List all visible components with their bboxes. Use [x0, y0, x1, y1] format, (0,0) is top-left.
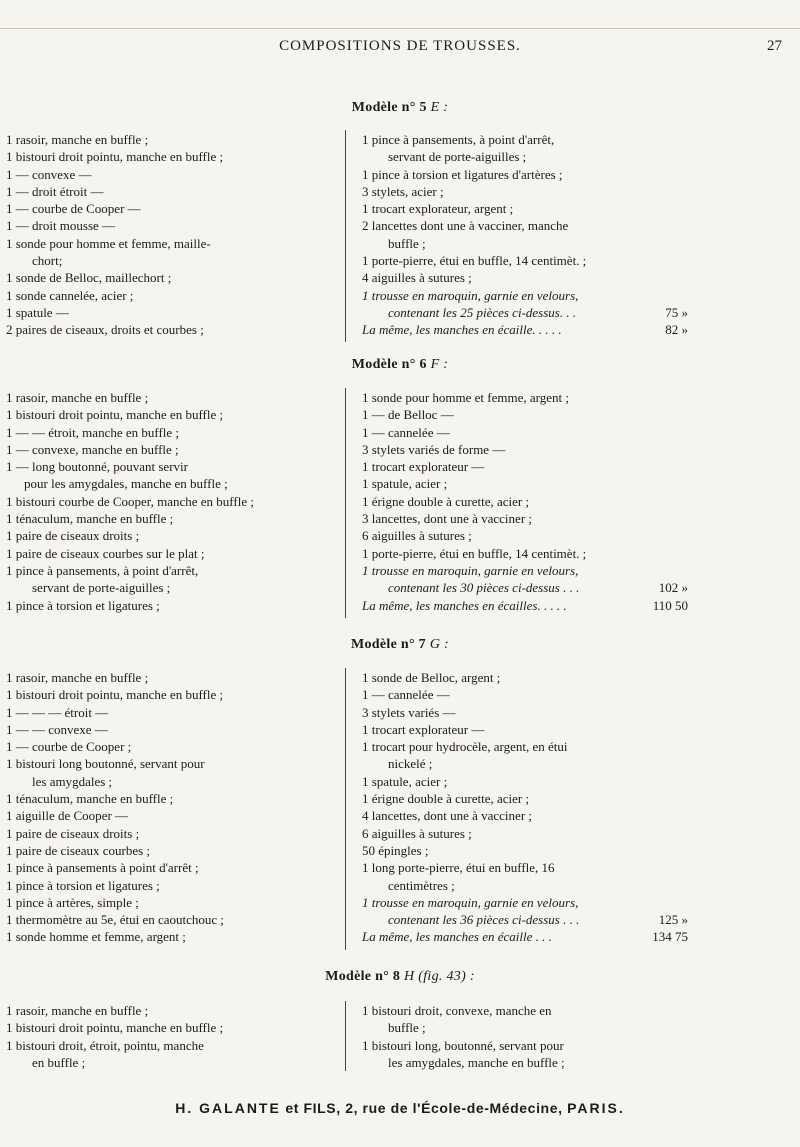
price-value: 102 »: [658, 580, 688, 596]
list-item: 1 bistouri long boutonné, servant pour: [6, 756, 205, 772]
list-item: 1 pince à pansements à point d'arrêt ;: [6, 860, 199, 876]
list-item: 1 rasoir, manche en buffle ;: [6, 670, 149, 685]
list-item: 1 — — étroit, manche en buffle ;: [6, 424, 180, 440]
model-5-right-column: [362, 131, 688, 339]
list-item: servant de porte-aiguilles ;: [388, 149, 527, 165]
list-item: 1 sonde de Belloc, argent ;: [362, 670, 501, 685]
list-item: 1 bistouri courbe de Cooper, manche en buffle ;: [6, 493, 254, 509]
model-title-suffix: F :: [430, 357, 449, 372]
list-item: 1 paire de ciseaux droits ;: [6, 528, 140, 544]
model-title-text: Modèle n° 7: [350, 637, 426, 652]
list-item: 1 bistouri droit pointu, manche en buffle ;: [6, 687, 224, 703]
list-item: 6 aiguilles à sutures ;: [362, 528, 472, 544]
list-item: 1 spatule, acier ;: [362, 476, 448, 492]
column-divider: [345, 130, 346, 342]
list-item: 1 bistouri droit, étroit, pointu, manche: [6, 1037, 204, 1053]
list-item: en buffle ;: [32, 1054, 86, 1070]
model-6-title: [0, 357, 800, 373]
list-item: les amygdales, manche en buffle ;: [388, 1054, 565, 1070]
list-item: 3 stylets, acier ;: [362, 183, 444, 199]
footer-address: 2, rue de l'École-de-Médecine,: [340, 1100, 568, 1116]
model-8-right-column: [362, 1002, 684, 1071]
list-item: 1 érigne double à curette, acier ;: [362, 493, 530, 509]
list-item: 1 paire de ciseaux droits ;: [6, 825, 140, 841]
model-5-title: [0, 100, 800, 116]
list-item: 1 spatule, acier ;: [362, 773, 448, 789]
list-item: 1 ténaculum, manche en buffle ;: [6, 791, 174, 807]
list-item: 1 trousse en maroquin, garnie en velours,: [362, 287, 579, 303]
model-title-text: Modèle n° 8: [325, 969, 401, 984]
list-item: 1 bistouri long, boutonné, servant pour: [362, 1037, 564, 1053]
list-item: 1 trocart pour hydrocèle, argent, en étui: [362, 739, 568, 755]
list-item: 1 pince à artères, simple ;: [6, 894, 139, 910]
list-item: 1 porte-pierre, étui en buffle, 14 centimèt. ;: [362, 253, 587, 269]
list-item: 3 stylets variés de forme —: [362, 441, 506, 457]
price-line-text: contenant les 30 pièces ci-dessus . . .: [388, 580, 580, 596]
price-line: [362, 928, 688, 945]
model-6-left-column: [6, 389, 336, 614]
list-item: 1 — droit mousse —: [6, 218, 116, 234]
list-item: buffle ;: [388, 235, 426, 251]
list-item: 4 aiguilles à sutures ;: [362, 270, 472, 286]
column-divider: [345, 668, 346, 950]
list-item: 1 — convexe —: [6, 166, 92, 182]
price-line: [362, 304, 688, 321]
list-item: 1 sonde cannelée, acier ;: [6, 287, 134, 303]
list-item: 1 trocart explorateur —: [362, 459, 485, 475]
list-item: 1 trousse en maroquin, garnie en velours,: [362, 894, 579, 910]
list-item: servant de porte-aiguilles ;: [32, 580, 171, 596]
price-line-text: contenant les 36 pièces ci-dessus . . .: [388, 912, 580, 928]
model-7-right-column: [362, 669, 688, 946]
list-item: buffle ;: [388, 1020, 426, 1036]
column-divider: [345, 388, 346, 618]
publisher-footer: [0, 1100, 800, 1116]
list-item: 2 lancettes dont une à vacciner, manche: [362, 218, 569, 234]
list-item: 1 bistouri droit pointu, manche en buffle ;: [6, 1020, 224, 1036]
price-line-text: contenant les 25 pièces ci-dessus. . .: [388, 304, 577, 320]
list-item: 1 sonde pour homme et femme, maille-: [6, 235, 211, 251]
list-item: 3 stylets variés —: [362, 704, 456, 720]
list-item: 1 — convexe, manche en buffle ;: [6, 441, 179, 457]
list-item: 1 rasoir, manche en buffle ;: [6, 1003, 149, 1018]
list-item: centimètres ;: [388, 877, 455, 893]
list-item: 1 — — — étroit —: [6, 704, 109, 720]
model-6-right-column: [362, 389, 688, 614]
list-item: 1 — courbe de Cooper ;: [6, 739, 132, 755]
list-item: 1 pince à pansements, à point d'arrêt,: [6, 562, 199, 578]
list-item: 1 trocart explorateur —: [362, 721, 485, 737]
list-item: les amygdales ;: [32, 773, 113, 789]
list-item: pour les amygdales, manche en buffle ;: [24, 476, 228, 492]
list-item: 1 trocart explorateur, argent ;: [362, 201, 514, 217]
price-value: 110 50: [652, 597, 688, 613]
list-item: 1 — long boutonné, pouvant servir: [6, 459, 188, 475]
footer-fils: FILS,: [303, 1100, 341, 1116]
list-item: nickelé ;: [388, 756, 433, 772]
list-item: 1 rasoir, manche en buffle ;: [6, 132, 149, 147]
list-item: chort;: [32, 253, 63, 269]
price-value: 75 »: [665, 304, 688, 320]
list-item: 1 paire de ciseaux courbes ;: [6, 842, 151, 858]
list-item: 1 long porte-pierre, étui en buffle, 16: [362, 860, 555, 876]
column-divider: [345, 1001, 346, 1071]
list-item: 1 pince à torsion et ligatures ;: [6, 597, 160, 613]
list-item: 1 sonde de Belloc, maillechort ;: [6, 270, 172, 286]
model-8-title: [0, 969, 800, 985]
list-item: 1 érigne double à curette, acier ;: [362, 791, 530, 807]
price-line-text: La même, les manches en écaille. . . . .: [362, 322, 562, 338]
footer-city: PARIS.: [567, 1100, 625, 1116]
model-5-left-column: [6, 131, 336, 339]
page-number: 27: [767, 38, 782, 54]
price-line: [362, 911, 688, 928]
list-item: 1 sonde homme et femme, argent ;: [6, 929, 186, 945]
list-item: 1 trousse en maroquin, garnie en velours,: [362, 562, 579, 578]
model-title-text: Modèle n° 5: [351, 100, 427, 115]
model-title-suffix: E :: [430, 100, 449, 115]
list-item: 1 aiguille de Cooper —: [6, 808, 129, 824]
price-line: [362, 321, 688, 338]
list-item: 1 ténaculum, manche en buffle ;: [6, 511, 174, 527]
list-item: 1 — droit étroit —: [6, 183, 104, 199]
list-item: 3 lancettes, dont une à vacciner ;: [362, 511, 533, 527]
running-title: COMPOSITIONS DE TROUSSES.: [279, 38, 521, 54]
model-title-text: Modèle n° 6: [351, 357, 427, 372]
price-line-text: La même, les manches en écailles. . . . .: [362, 597, 567, 613]
model-title-suffix: G :: [429, 637, 449, 652]
list-item: 1 pince à pansements, à point d'arrêt,: [362, 132, 555, 147]
list-item: 1 — de Belloc —: [362, 407, 454, 423]
list-item: 4 lancettes, dont une à vacciner ;: [362, 808, 533, 824]
list-item: 1 bistouri droit, convexe, manche en: [362, 1003, 552, 1018]
footer-connector: et: [280, 1100, 304, 1116]
list-item: 1 bistouri droit pointu, manche en buffle ;: [6, 149, 224, 165]
list-item: 2 paires de ciseaux, droits et courbes ;: [6, 322, 204, 338]
list-item: 1 — courbe de Cooper —: [6, 201, 141, 217]
price-line-text: La même, les manches en écaille . . .: [362, 929, 552, 945]
list-item: 1 pince à torsion et ligatures d'artères ;: [362, 166, 563, 182]
list-item: 1 spatule —: [6, 304, 69, 320]
top-rule: [0, 28, 800, 29]
price-line: [362, 579, 688, 596]
model-8-left-column: [6, 1002, 336, 1071]
list-item: 1 rasoir, manche en buffle ;: [6, 390, 149, 405]
list-item: 6 aiguilles à sutures ;: [362, 825, 472, 841]
list-item: 1 thermomètre au 5e, étui en caoutchouc ;: [6, 912, 225, 928]
list-item: 1 pince à torsion et ligatures ;: [6, 877, 160, 893]
list-item: 1 sonde pour homme et femme, argent ;: [362, 390, 569, 405]
list-item: 1 — cannelée —: [362, 424, 450, 440]
list-item: 50 épingles ;: [362, 842, 429, 858]
model-7-left-column: [6, 669, 336, 946]
list-item: 1 — cannelée —: [362, 687, 450, 703]
price-value: 125 »: [658, 912, 688, 928]
list-item: 1 — — convexe —: [6, 721, 108, 737]
price-value: 134 75: [652, 929, 688, 945]
model-7-title: [0, 637, 800, 653]
price-line: [362, 597, 688, 614]
firm-name: H. GALANTE: [175, 1100, 281, 1116]
price-value: 82 »: [665, 322, 688, 338]
model-title-suffix: H (fig. 43) :: [404, 969, 475, 984]
list-item: 1 bistouri droit pointu, manche en buffle ;: [6, 407, 224, 423]
list-item: 1 porte-pierre, étui en buffle, 14 centimèt. ;: [362, 545, 587, 561]
list-item: 1 paire de ciseaux courbes sur le plat ;: [6, 545, 205, 561]
